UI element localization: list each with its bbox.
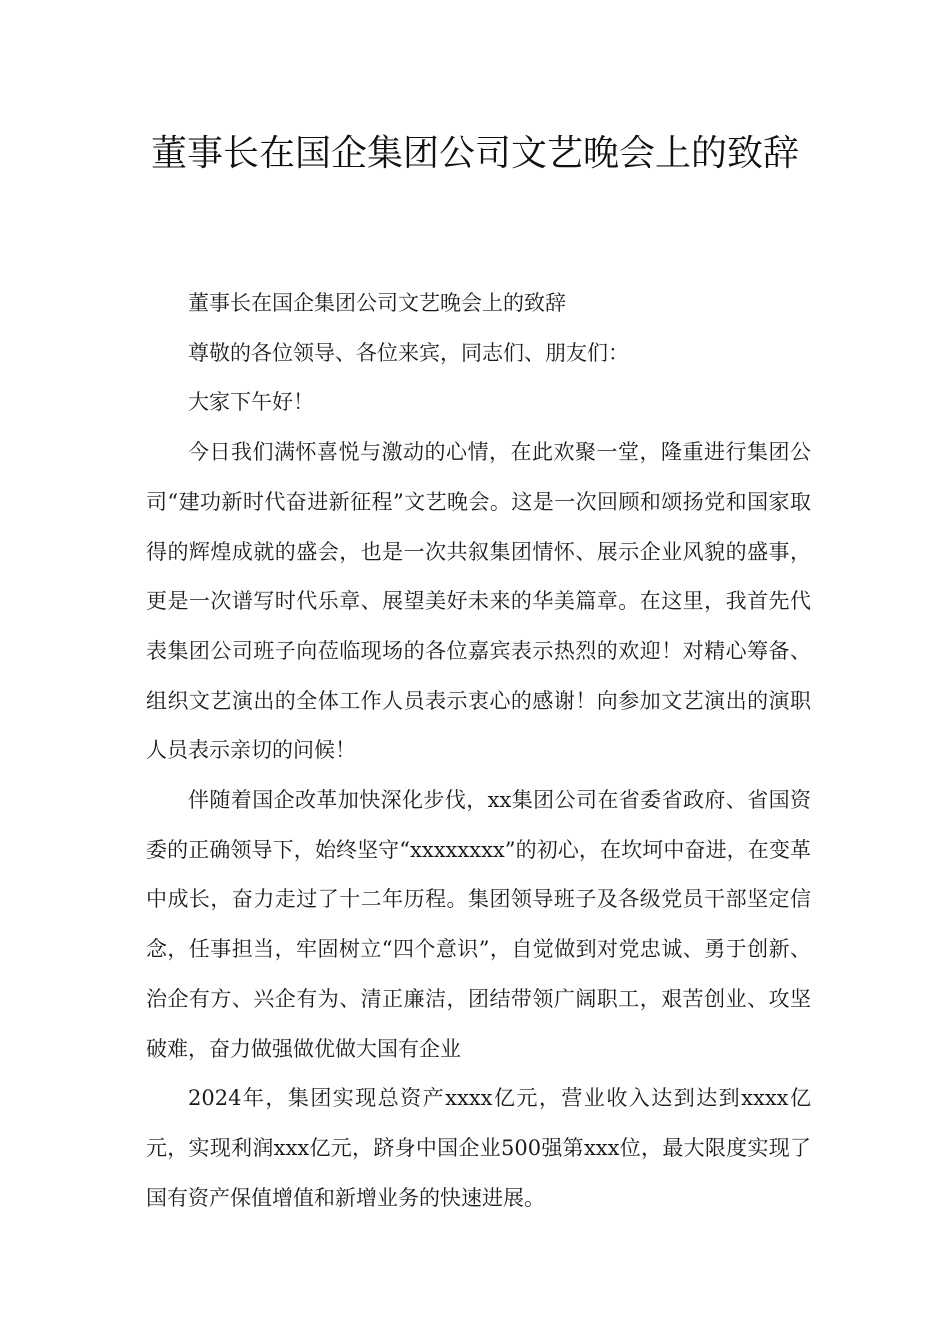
paragraph-reform: 伴随着国企改革加快深化步伐，xx集团公司在省委省政府、省国资委的正确领导下，始终坚守“xxxxxxxx”的初心，在坎坷中奋进，在变革中成长，奋力走过了十二年历程。集团领导班子及各级党员干部坚定信念，任事担当，牢固树立“四个意识”，自觉做到对党忠诚、勇于创新、治企有方、兴企有为、清正廉洁，团结带领广阔职工，艰苦创业、攻坚破难，奋力做强做优做大国有企业 xyxy=(146,788,811,1061)
paragraph-achievements: 2024年，集团实现总资产xxxx亿元，营业收入达到达到xxxx亿元，实现利润xxx亿元，跻身中国企业500强第xxx位，最大限度实现了国有资产保值增值和新增业务的快速进展。 xyxy=(146,1086,812,1210)
document-body xyxy=(146,279,811,1223)
paragraph-greeting: 大家下午好！ xyxy=(188,390,314,415)
paragraph-salutation: 尊敬的各位领导、各位来宾，同志们、朋友们： xyxy=(188,340,629,365)
document-title: 董事长在国企集团公司文艺晚会上的致辞 xyxy=(150,133,799,174)
paragraph-opening: 今日我们满怀喜悦与激动的心情，在此欢聚一堂，隆重进行集团公司“建功新时代奋进新征程”文艺晚会。这是一次回顾和颂扬党和国家取得的辉煌成就的盛会，也是一次共叙集团情怀、展示企业风貌的盛事，更是一次谱写时代乐章、展望美好未来的华美篇章。在这里，我首先代表集团公司班子向莅临现场的各位嘉宾表示热烈的欢迎！对精心筹备、组织文艺演出的全体工作人员表示衷心的感谢！向参加文艺演出的演职人员表示亲切的问候！ xyxy=(146,440,811,763)
paragraph-subtitle: 董事长在国企集团公司文艺晚会上的致辞 xyxy=(188,291,566,315)
